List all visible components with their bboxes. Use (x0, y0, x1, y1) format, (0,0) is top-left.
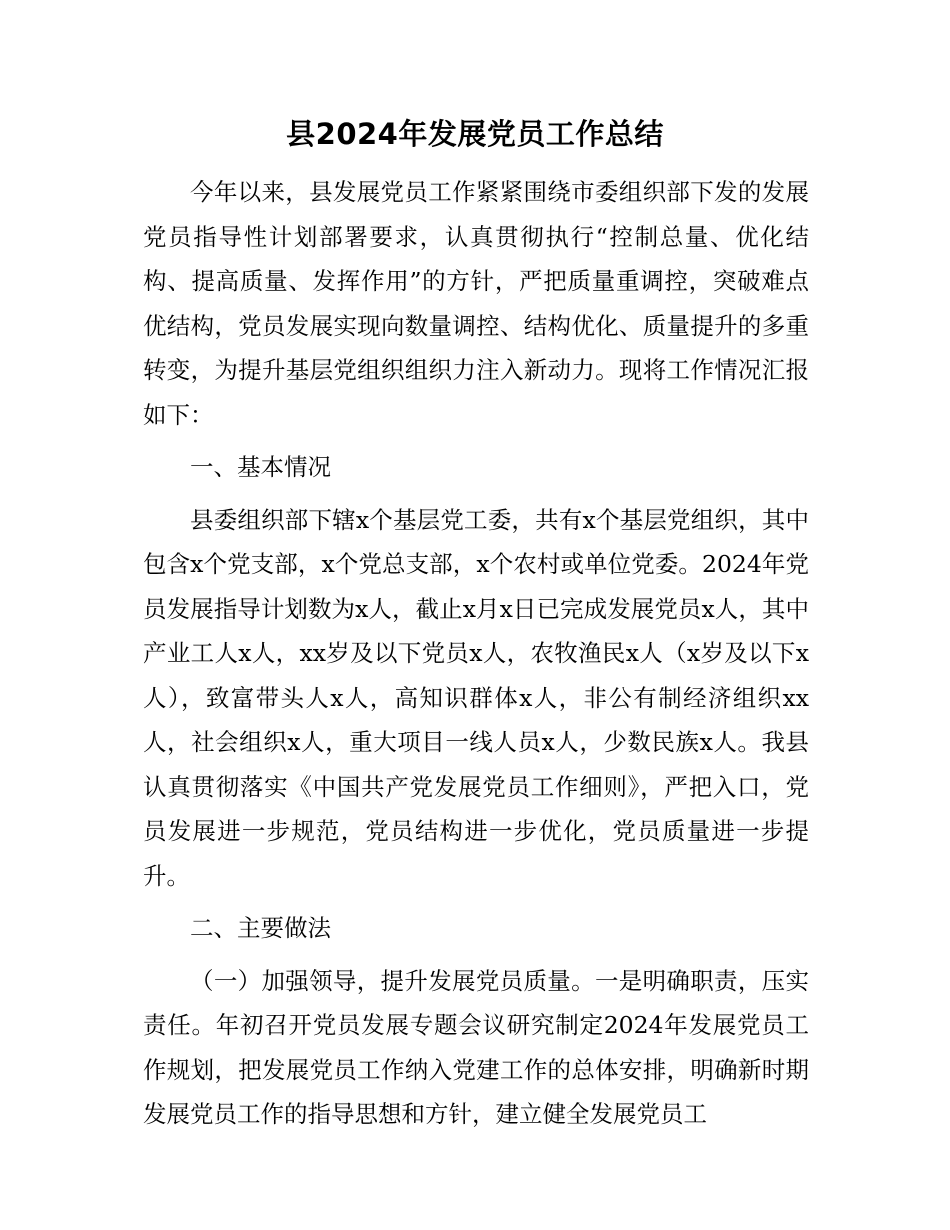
document-body (143, 170, 809, 1137)
section-heading-basic: 一、基本情况 (190, 453, 331, 481)
practices-paragraph: （一）加强领导，提升发展党员质量。一是明确职责，压实责任。年初召开党员发展专题会议研究制定2024年发展党员工作规划，把发展党员工作纳入党建工作的总体安排，明确新时期发展党员工作的指导思想和方针，建立健全发展党员工 (143, 966, 809, 1128)
section-heading-practices: 二、主要做法 (190, 914, 331, 942)
document-title: 县2024年发展党员工作总结 (286, 117, 664, 151)
basic-situation-paragraph: 县委组织部下辖x个基层党工委，共有x个基层党组织，其中包含x个党支部，x个党总支部，x个农村或单位党委。2024年党员发展指导计划数为x人，截止x月x日已完成发展党员x人，其中产业工人x人，xx岁及以下党员x人，农牧渔民x人（x岁及以下x人），致富带头人x人，高知识群体x人，非公有制经济组织xx人，社会组织x人，重大项目一线人员x人，少数民族x人。我县认真贯彻落实《中国共产党发展党员工作细则》，严把入口，党员发展进一步规范，党员结构进一步优化，党员质量进一步提升。 (143, 505, 809, 890)
intro-paragraph: 今年以来，县发展党员工作紧紧围绕市委组织部下发的发展党员指导性计划部署要求，认真贯彻执行“控制总量、优化结构、提高质量、发挥作用”的方针，严把质量重调控，突破难点优结构，党员发展实现向数量调控、结构优化、质量提升的多重转变，为提升基层党组织组织力注入新动力。现将工作情况汇报如下： (143, 178, 809, 429)
